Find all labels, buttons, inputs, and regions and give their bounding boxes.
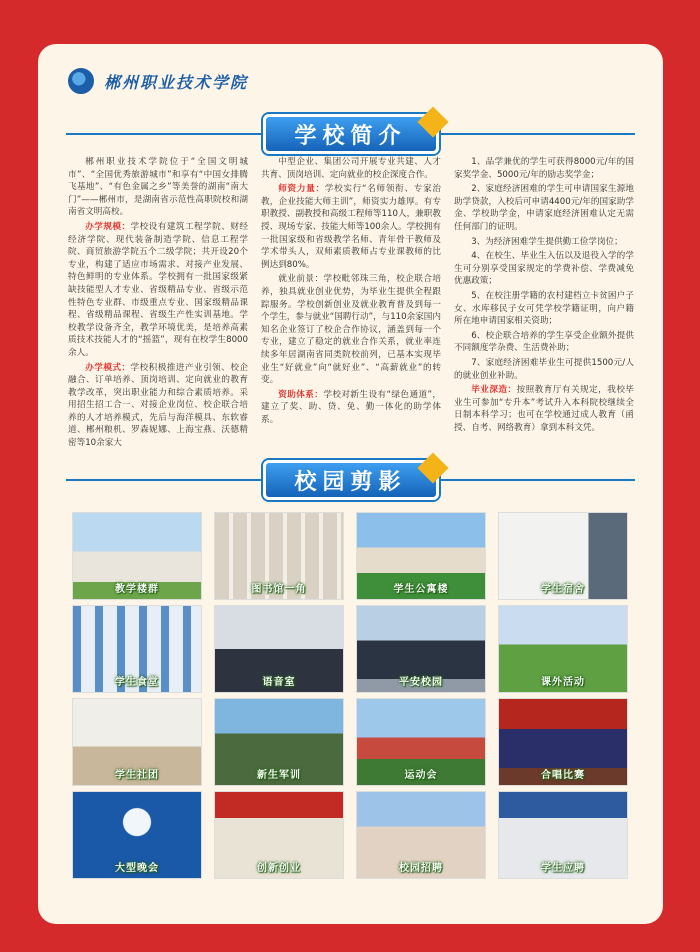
photo-caption: 学生公寓楼 bbox=[393, 584, 449, 595]
photo-caption: 运动会 bbox=[404, 770, 438, 781]
gallery-photo bbox=[356, 698, 486, 786]
school-name: 郴州职业技术学院 bbox=[104, 72, 249, 92]
brochure-page bbox=[38, 44, 663, 924]
gallery-photo bbox=[214, 512, 344, 600]
paragraph-text: 学校设有建筑工程学院、财经经济学院、现代装备制造学院、信息工程学院、商贸旅游学院五个二级学院；共开设20个专业，构建了适应市场需求、对接产业发展、特色鲜明的专业体系。学校拥有一批国家级紧缺技能型人才专业、省级精品专业、省级示范性特色专业群、市级重点专业、国家级精品课程、省级精品课程、省级生产性实训基地。学校教学设备齐全，教学环境优美，是培养高素质技术技能人才的“摇篮”，现有在校学生8000余人。 bbox=[68, 221, 248, 358]
intro-paragraph bbox=[454, 357, 634, 382]
gallery-photo bbox=[214, 791, 344, 879]
intro-column-2 bbox=[261, 156, 441, 482]
gallery-title-text: 校园剪影 bbox=[294, 469, 407, 495]
gallery-photo bbox=[498, 605, 628, 693]
intro-paragraph bbox=[454, 236, 634, 249]
paragraph-text: 3、为经济困难学生提供勤工俭学岗位； bbox=[471, 236, 623, 247]
gallery-photo bbox=[356, 605, 486, 693]
gallery-photo bbox=[356, 791, 486, 879]
photo-caption: 平安校园 bbox=[399, 677, 443, 688]
intro-paragraph bbox=[454, 250, 634, 288]
paragraph-text: 学校实行“名师领衔、专家治教，企业技能大师主训”，师资实力雄厚。有专职教授、副教授和高级工程师等110人，兼职教授、现场专家、技能大师等100余人。学校拥有一批国家级和省级教学名师、青年骨干教师及学术带头人，双师素质教师占专业课教师的比例达到80%。 bbox=[261, 184, 441, 270]
photo-caption: 合唱比赛 bbox=[541, 770, 585, 781]
intro-paragraph bbox=[261, 389, 441, 427]
intro-paragraph bbox=[454, 330, 634, 355]
paragraph-text: 2、家庭经济困难的学生可申请国家生源地助学贷款，入校后可申请4400元/年的国家助学金、学校助学金，申请家庭经济困难认定无需任何部门的证明。 bbox=[454, 184, 634, 232]
paragraph-heading: 师资力量： bbox=[278, 184, 325, 195]
intro-paragraph bbox=[261, 156, 441, 181]
photo-caption: 新生军训 bbox=[257, 770, 301, 781]
paragraph-text: 6、校企联合培养的学生享受企业额外提供不同额度学杂费、生活费补助； bbox=[454, 330, 634, 354]
paragraph-text: 7、家庭经济困难毕业生可提供1500元/人的就业创业补助。 bbox=[454, 357, 634, 381]
intro-paragraph bbox=[454, 384, 634, 434]
gallery-photo bbox=[72, 791, 202, 879]
paragraph-heading: 办学规模： bbox=[85, 221, 131, 232]
gallery-photo bbox=[72, 698, 202, 786]
photo-caption: 校园招聘 bbox=[399, 863, 443, 874]
photo-caption: 学生食堂 bbox=[115, 677, 159, 688]
paragraph-text: 郴州职业技术学院位于“全国文明城市”、“全国优秀旅游城市”和享有“中国女排腾飞基地”、“有色金属之乡”等美誉的湖南“南大门”——郴州市，是湖南省示范性高职院校和湖南省文明高校。 bbox=[68, 157, 248, 218]
paragraph-text: 4、在校生、毕业生入伍以及退役入学的学生可分别享受国家规定的学费补偿、学费减免优惠政策； bbox=[454, 251, 634, 287]
photo-caption: 图书馆一角 bbox=[251, 584, 307, 595]
paragraph-text: 学校积极推进产业引领、校企融合、订单培养、顶岗培训、定向就业的教育教学改革，突出职业能力和综合素质培养。采用招生招工合一、对接企业岗位、校企联合培养的人才培养模式，先后与海洋模具、东软睿道、郴州粮机、罗森妮娜、上海宝燕、沃德精密等10余家大 bbox=[68, 362, 248, 449]
photo-caption: 学生社团 bbox=[115, 770, 159, 781]
gallery-photo bbox=[498, 791, 628, 879]
intro-title-text: 学校简介 bbox=[294, 123, 407, 149]
paragraph-heading: 办学模式： bbox=[85, 362, 131, 373]
intro-paragraph bbox=[261, 183, 441, 271]
photo-caption: 创新创业 bbox=[257, 863, 301, 874]
gallery-photo bbox=[72, 512, 202, 600]
gallery-photo bbox=[498, 698, 628, 786]
paragraph-heading: 毕业深造： bbox=[471, 385, 517, 396]
intro-paragraph bbox=[68, 156, 248, 219]
paragraph-text: 学校对新生设有“绿色通道”，建立了奖、助、贷、免、勤一体化的助学体系。 bbox=[261, 389, 441, 425]
paragraph-text: 1、品学兼优的学生可获得8000元/年的国家奖学金、5000元/年的励志奖学金； bbox=[454, 157, 634, 180]
school-logo-icon bbox=[68, 68, 94, 94]
intro-paragraph bbox=[261, 273, 441, 386]
paragraph-heading: 资助体系： bbox=[278, 389, 324, 400]
photo-caption: 课外活动 bbox=[541, 677, 585, 688]
page-header bbox=[68, 68, 248, 94]
photo-caption: 学生应聘 bbox=[541, 863, 585, 874]
intro-paragraph bbox=[68, 221, 248, 360]
paragraph-text: 就业前景：学校毗邻珠三角，校企联合培养，独具就业创业优势，为毕业生提供全程跟踪服务。学校创新创业及就业教育普及到每一个学生，参与就业“国聘行动”，与110余家国内知名企业签订了校企合作协议，涵盖到每一个专业，建立了稳定的就业合作关系，就业率连续多年居湖南省同类院校前列，已基本实现毕业生“好就业”向“就好业”、“高薪就业”的转变。 bbox=[261, 274, 441, 386]
intro-section-title bbox=[263, 114, 439, 154]
intro-paragraph bbox=[454, 156, 634, 181]
gallery-photo bbox=[214, 605, 344, 693]
paragraph-text: 按照教育厅有关规定，我校毕业生可参加“专升本”考试升入本科院校继续全日制本科学习；也可在学校通过成人教育（函授、自考、网络教育）拿到本科文凭。 bbox=[454, 385, 634, 433]
gallery-section-title bbox=[263, 460, 439, 500]
paragraph-text: 5、在校注册学籍的农村建档立卡贫困户子女、水库移民子女可凭学校学籍证明，向户籍所在地申请国家相关资助； bbox=[454, 290, 634, 327]
gallery-photo bbox=[356, 512, 486, 600]
photo-caption: 语音室 bbox=[262, 677, 296, 688]
intro-paragraph bbox=[454, 290, 634, 328]
photo-caption: 大型晚会 bbox=[115, 863, 159, 874]
intro-columns bbox=[68, 156, 634, 482]
intro-column-1 bbox=[68, 156, 248, 482]
photo-gallery bbox=[72, 512, 628, 879]
gallery-photo bbox=[72, 605, 202, 693]
gallery-photo bbox=[498, 512, 628, 600]
paragraph-text: 中型企业、集团公司开展专业共建、人才共育、顶岗培训、定向就业的校企深度合作。 bbox=[261, 157, 441, 180]
intro-paragraph bbox=[68, 362, 248, 450]
photo-caption: 学生宿舍 bbox=[541, 584, 585, 595]
intro-column-3 bbox=[454, 156, 634, 482]
photo-caption: 教学楼群 bbox=[115, 584, 159, 595]
intro-paragraph bbox=[454, 183, 634, 233]
gallery-photo bbox=[214, 698, 344, 786]
